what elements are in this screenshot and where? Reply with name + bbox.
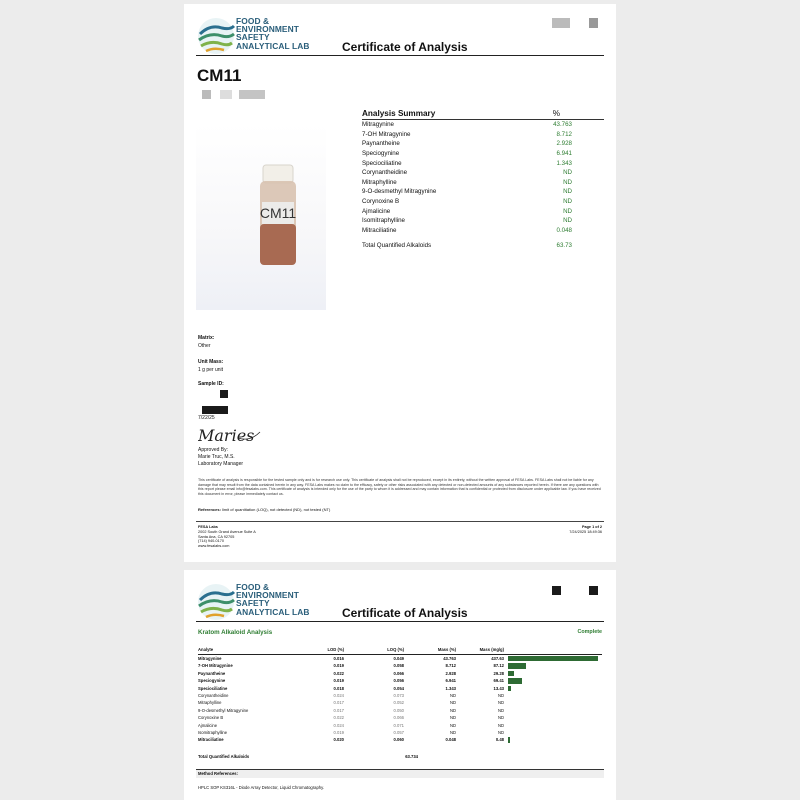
table-total: Total Quantified Alkaloids 63.734 (198, 754, 418, 759)
summary-unit: % (552, 109, 560, 118)
redaction-block (202, 90, 211, 99)
summary-row: Corynoxine B ND (362, 198, 572, 206)
footer-page-info: Page 1 of 2 7/24/2025 18:49:36 (569, 525, 602, 534)
summary-row: 9-O-desmethyl Mitragynine ND (362, 188, 572, 196)
header-divider (196, 621, 604, 622)
alkaloid-table (198, 646, 602, 744)
footer-divider (196, 521, 604, 522)
table-row: Isomitraphylline 0.019 0.057 ND ND (198, 729, 504, 735)
lab-name: FOOD & ENVIRONMENT SAFETY ANALYTICAL LAB (236, 582, 310, 617)
matrix-label: Matrix: (198, 335, 215, 341)
redaction-block (552, 586, 561, 595)
redaction-block (220, 90, 232, 99)
table-row: 7-OH Mitragynine 0.019 0.058 8.712 87.12 (198, 662, 602, 669)
vial-label: CM11 (259, 205, 297, 221)
summary-row: Mitraciliatine 0.048 (362, 227, 572, 235)
summary-row: Ajmalicine ND (362, 207, 572, 215)
summary-row: Mitraphylline ND (362, 178, 572, 186)
redaction-block (589, 18, 598, 28)
mass-bar (508, 737, 510, 742)
table-row: 9-O-desmethyl Mitragynine 0.017 0.050 ND ND (198, 707, 504, 713)
redaction-block (220, 390, 228, 398)
table-header: Analyte LOD (%) LOQ (%) Mass (%) Mass (mg/g) (198, 646, 602, 655)
footer-address: FESA Labs 2002 South Grand Avenue Suite A Santa Ana, CA 92705 (714) 940-0170 www.fesalabs.com (198, 525, 256, 549)
summary-row: Mitragynine 43.763 (362, 121, 572, 128)
method-reference: HPLC SOP KS316L - Diode Array Detector, Liquid Chromatography. (198, 785, 325, 790)
redaction-block (552, 18, 570, 28)
sample-name: CM11 (197, 66, 242, 85)
lab-name: FOOD & ENVIRONMENT SAFETY ANALYTICAL LAB (236, 16, 310, 51)
summary-row: 7-OH Mitragynine 8.712 (362, 130, 572, 138)
analysis-title: Kratom Alkaloid Analysis (198, 629, 273, 636)
mass-bar (508, 671, 514, 676)
sample-photo (196, 124, 326, 310)
certificate-title: Certificate of Analysis (342, 40, 468, 54)
signature-icon (198, 424, 262, 446)
summary-header (362, 109, 604, 120)
report-page-1 (184, 4, 616, 562)
redaction-block (589, 586, 598, 595)
mass-bar (508, 656, 598, 661)
summary-row: Corynantheidine ND (362, 169, 572, 177)
svg-text:Maries: Maries (198, 426, 255, 445)
table-row: Speciogynine 0.019 0.056 6.941 69.41 (198, 677, 602, 684)
sample-id-label: Sample ID: (198, 381, 224, 387)
certificate-title: Certificate of Analysis (342, 606, 468, 620)
table-row: Mitraciliatine 0.020 0.060 0.048 0.48 (198, 736, 602, 743)
matrix-value: Other (198, 343, 211, 349)
status-badge: Complete (577, 629, 602, 635)
table-row: Corynoxine B 0.022 0.066 ND ND (198, 715, 504, 721)
summary-row: Isomitraphylline ND (362, 217, 572, 225)
summary-title: Analysis Summary (362, 109, 436, 118)
table-row: Mitragynine 0.016 0.049 43.763 437.63 (198, 655, 602, 662)
report-date: 7/22/25 (198, 415, 215, 421)
approved-by-label: Approved By: (198, 447, 229, 453)
summary-row: Speciociliatine 1.343 (362, 159, 572, 167)
disclaimer-text: This certificate of analysis is responsible for the tested sample only and is for research use only. This certificate of analysis shall not be reproduced, except in its entirety, without the written approval of FESA Labs. FESA Labs shall not be liable for any damage that may result from the data contained herein in any way. FESA Labs makes no claim to the efficacy, safety or other risks associated with any detected or non-detected amounts of any substances reported herein. If there are any questions with this report please email info@fesalabs.com. This certificate of analysis is intended only for the use of the party to whom it is addressed and may contain information that is confidential or protected from disclosure under applicable law. If you have received this document in error, please immediately contact us. (198, 478, 601, 496)
redaction-block (239, 90, 265, 99)
table-row: Paynantheine 0.022 0.066 2.928 29.28 (198, 670, 602, 677)
mass-bar (508, 678, 522, 683)
redaction-block (202, 406, 228, 414)
mass-bar (508, 686, 511, 691)
approver-name: Marie Truc, M.S. (198, 454, 235, 460)
references: References: limit of quantitation (LOQ), not detected (ND), not tested (NT) (198, 507, 331, 512)
unit-mass-label: Unit Mass: (198, 359, 224, 365)
table-row: Mitraphylline 0.017 0.052 ND ND (198, 700, 504, 706)
table-row: Ajmalicine 0.024 0.071 ND ND (198, 722, 504, 728)
summary-row: Paynantheine 2.928 (362, 140, 572, 148)
table-row: Corynantheidine 0.024 0.073 ND ND (198, 692, 504, 698)
analysis-summary (362, 109, 604, 249)
summary-row: Speciogynine 6.941 (362, 149, 572, 157)
approver-title: Laboratory Manager (198, 461, 244, 467)
unit-mass-value: 1 g per unit (198, 367, 224, 373)
table-row: Speciociliatine 0.018 0.054 1.343 13.43 (198, 685, 602, 692)
vial-icon (196, 124, 326, 310)
method-references-label: Method References: (196, 769, 604, 778)
header-divider (196, 55, 604, 56)
summary-total: Total Quantified Alkaloids 63.73 (362, 241, 572, 249)
mass-bar (508, 663, 526, 668)
report-page-2 (184, 570, 616, 800)
